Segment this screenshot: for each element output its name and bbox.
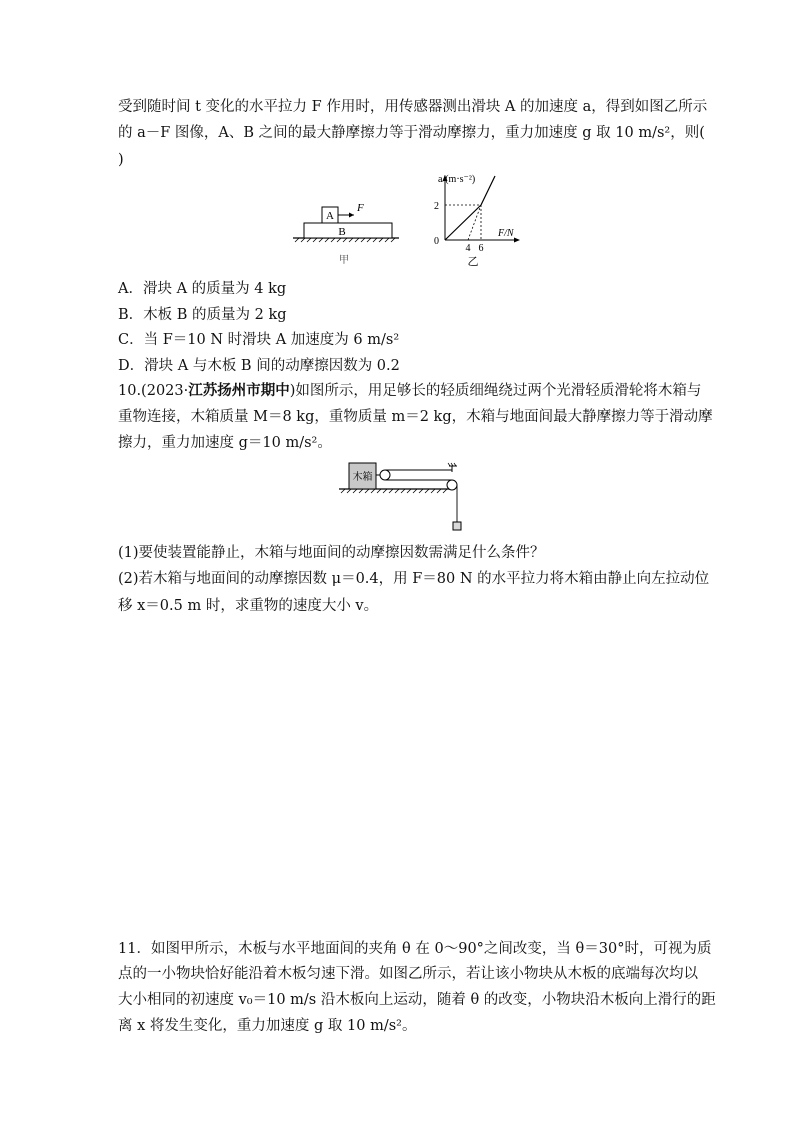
x-tick-6: 6 xyxy=(478,243,484,254)
q9-line-2: 的 a－F 图像，A、B 之间的最大静摩擦力等于滑动摩擦力，重力加速度 g 取 10 m/s²，则( xyxy=(118,125,705,141)
q9-line-3: ) xyxy=(118,152,124,168)
q11-line-2: 点的一小物块恰好能沿着木板匀速下滑。如图乙所示，若让该小物块从木板的底端每次均以 xyxy=(118,966,698,982)
q10-line-1-rest: )如图所示，用足够长的轻质细绳绕过两个光滑轻质滑轮将木箱与 xyxy=(289,383,702,399)
wooden-box-label: 木箱 xyxy=(352,472,373,483)
q11-line-1: 11．如图甲所示，木板与水平地面间的夹角 θ 在 0～90°之间改变，当 θ＝30°时，可视为质 xyxy=(118,941,712,957)
figure-jia xyxy=(290,195,405,267)
q11-line-3: 大小相同的初速度 v₀＝10 m/s 沿木板向上运动，随着 θ 的改变，小物块沿木板向上滑行的距 xyxy=(118,992,716,1008)
option-b: B．木板 B 的质量为 2 kg xyxy=(118,307,287,323)
pulley-on-box xyxy=(380,470,390,480)
q10-line-1 xyxy=(118,381,701,401)
q10-line-2: 重物连接，木箱质量 M＝8 kg，重物质量 m＝2 kg，木箱与地面间最大静摩擦力等于滑动摩 xyxy=(118,409,713,425)
option-a: A．滑块 A 的质量为 4 kg xyxy=(118,281,287,297)
q10-sub-question-1: (1)要使装置能静止，木箱与地面间的动摩擦因数需满足什么条件？ xyxy=(118,545,545,561)
graph-line-segment-2 xyxy=(481,176,495,205)
figure-yi-graph xyxy=(425,170,525,268)
board-b xyxy=(304,223,392,238)
q9-line-1: 受到随时间 t 变化的水平拉力 F 作用时，用传感器测出滑块 A 的加速度 a，得到如图乙所示 xyxy=(118,99,708,115)
figure-q10-pulley xyxy=(335,455,470,537)
graph-line-segment-1 xyxy=(445,205,481,240)
q11-line-4: 离 x 将发生变化，重力加速度 g 取 10 m/s²。 xyxy=(118,1018,417,1034)
hanging-weight xyxy=(453,522,461,530)
q10-sub-question-2-line-1: (2)若木箱与地面间的动摩擦因数 μ＝0.4，用 F＝80 N 的水平拉力将木箱由静止向左拉动位 xyxy=(118,571,710,587)
label-a: A xyxy=(326,210,334,222)
caption-yi: 乙 xyxy=(467,256,479,268)
label-b: B xyxy=(338,226,346,238)
x-tick-4: 4 xyxy=(465,243,471,254)
y-tick-2: 2 xyxy=(434,201,439,212)
q10-prefix: 10.(2023· xyxy=(118,383,189,399)
option-d: D．滑块 A 与木板 B 间的动摩擦因数为 0.2 xyxy=(118,358,400,374)
origin-label: 0 xyxy=(434,236,439,247)
label-f: F xyxy=(357,202,364,214)
q10-source: 江苏扬州市期中 xyxy=(188,383,290,399)
y-axis-label: a/(m·s⁻²) xyxy=(438,174,476,185)
q10-sub-question-2-line-2: 移 x＝0.5 m 时，求重物的速度大小 v。 xyxy=(118,598,379,614)
fixed-pulley xyxy=(447,480,457,490)
q10-line-3: 擦力，重力加速度 g＝10 m/s²。 xyxy=(118,435,332,451)
caption-jia: 甲 xyxy=(339,255,349,266)
x-axis-label: F/N xyxy=(498,228,514,239)
option-c: C．当 F＝10 N 时滑块 A 加速度为 6 m/s² xyxy=(118,332,400,348)
